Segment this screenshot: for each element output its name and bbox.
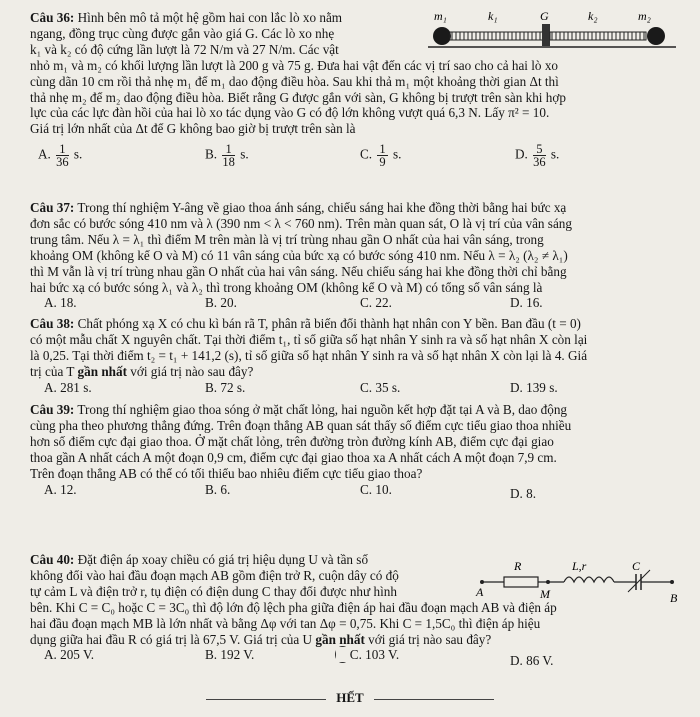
support-g (542, 24, 550, 46)
mass-m1 (433, 27, 451, 45)
question-text: Chất phóng xạ X có chu kì bán rã T, phân rã biến đổi thành hạt nhân con Y bền. Ban đầu (t = 0) (77, 316, 581, 331)
option-a[interactable]: A. 12. (44, 481, 77, 497)
question-text: hai bức xạ có bước sóng λ₁ và λ₂ thì trong khoảng OM (không kể O và M) có tổng số vân sáng là (30, 279, 543, 295)
k1-label: k₁ (488, 9, 498, 23)
mass-m2 (647, 27, 665, 45)
question-text: tự cảm L và điện trở r, tụ điện có điện dung C thay đổi được như hình (30, 583, 397, 599)
question-number: Câu 39: (30, 402, 75, 417)
question-text: cùng dãn 10 cm rồi thả nhẹ m₁ để m₁ dao động điều hòa. Sau khi thả m₁ một khoảng thời gian Δt thì (30, 73, 559, 89)
option-b[interactable]: B. 6. (205, 481, 231, 497)
question-text: Trên đoạn thẳng AB có thể có tối thiểu bao nhiêu điểm cực tiểu giao thoa? (30, 465, 423, 481)
inductor-lr (564, 577, 614, 582)
a-label: A (476, 585, 484, 599)
emphasis-text: gần nhất (77, 363, 127, 379)
option-b[interactable]: B. 72 s. (205, 379, 246, 395)
question-text: Đặt điện áp xoay chiều có giá trị hiệu dụng U và tần số (77, 552, 369, 567)
option-b[interactable]: B. $\frac{1}{18}$ s. (205, 142, 249, 170)
answer-options (30, 647, 680, 669)
variable-capacitor-arrow (628, 570, 650, 592)
question-text: trung tâm. Nếu λ = λ₁ thì điểm M trên màn là vị trí trùng nhau gần O nhất của hai vân sáng, trong (30, 231, 544, 247)
question-text: có một mẫu chất X nguyên chất. Tại thời điểm t₁, tỉ số giữa số hạt nhân Y sinh ra và số hạt nhân X còn lại (30, 331, 588, 347)
question-text: đơn sắc có bước sóng 410 nm và λ (390 nm < λ < 760 nm). Trên màn quan sát, O là vị trí của vân sáng (30, 215, 572, 231)
option-d[interactable]: D. 139 s. (510, 379, 558, 395)
question-text: là 0,25. Tại thời điểm t₂ = t₁ + 141,2 (s), tỉ số giữa số hạt nhân Y sinh ra và số hạt nhân X còn lại là 4. Giá (30, 347, 588, 363)
question-text: ngang, đồng trục cùng được gắn vào giá G. Các lò xo nhẹ (30, 25, 335, 41)
question-text: với giá trị nào sau đây? (364, 631, 492, 647)
option-c[interactable]: C. $\frac{1}{9}$ s. (360, 142, 402, 170)
m-label: M (540, 587, 550, 601)
option-a[interactable]: A. 205 V. (44, 647, 95, 663)
question-text: với giá trị nào sau đây? (126, 363, 254, 379)
question-number: Câu 37: (30, 200, 75, 215)
option-c[interactable]: C. 22. (360, 295, 392, 311)
question-37 (30, 200, 680, 313)
answer-options (30, 482, 680, 500)
b-label: B (670, 591, 678, 605)
question-39 (30, 402, 680, 500)
answer-options (30, 295, 680, 313)
question-text: Hình bên mô tả một hệ gồm hai con lắc lò xo nằm (77, 10, 343, 25)
emphasis-text: gần nhất (315, 631, 365, 647)
question-text: dụng giữa hai đầu R có giá trị là 67,5 V. Giá trị của U (30, 631, 316, 647)
m1-label: m₁ (434, 9, 447, 23)
option-b[interactable]: B. 192 V. (205, 647, 255, 663)
question-text: Trong thí nghiệm Y-âng về giao thoa ánh sáng, chiếu sáng hai khe đồng thời bằng hai bức xạ (77, 200, 567, 215)
answer-options (30, 380, 680, 398)
g-label: G (540, 9, 549, 23)
option-d[interactable]: D. 16. (510, 295, 543, 311)
option-c[interactable]: C. 10. (360, 481, 392, 497)
question-text: Trong thí nghiệm giao thoa sóng ở mặt chất lỏng, hai nguồn kết hợp đặt tại A và B, dao động (77, 402, 568, 417)
question-text: hơn số điểm cực đại giao thoa. Ở mặt chất lỏng, trên đường tròn đường kính AB, điểm cực đại giao (30, 433, 554, 449)
question-text: thì M vẫn là vị trí trùng nhau gần O nhất của hai vân sáng. Nếu chiếu sáng hai khe đồng thời chỉ bằng (30, 263, 567, 279)
answer-options (30, 139, 680, 173)
question-text: k₁ và k₂ có độ cứng lần lượt là 72 N/m và 27 N/m. Các vật (30, 41, 339, 57)
option-a[interactable]: A. $\frac{1}{36}$ s. (38, 142, 83, 170)
resistor-r (504, 577, 538, 587)
lr-label: L,r (572, 559, 587, 573)
question-text: khoảng OM (không kể O và M) có 11 vân sáng của bức xạ có bước sóng 410 nm. Nếu λ = λ₂ (λ₂ ≠ λ₁) (30, 247, 568, 263)
question-text: bên. Khi C = C₀ hoặc C = 3C₀ thì độ lớn độ lệch pha giữa điện áp hai đầu đoạn mạch AB và điện áp (30, 599, 557, 615)
question-text: không đổi vào hai đầu đoạn mạch AB gồm điện trở R, cuộn dây có độ (30, 567, 399, 583)
k2-label: k₂ (588, 9, 598, 23)
question-text: hai đầu đoạn mạch MB là lớn nhất và bằng Δφ với tan Δφ = 0,75. Khi C = 1,5C₀ thì điện áp hiệu (30, 615, 541, 631)
option-b[interactable]: B. 20. (205, 295, 237, 311)
question-number: Câu 36: (30, 10, 75, 25)
option-c[interactable]: C. 103 V. (335, 647, 399, 663)
end-text: HẾT (336, 690, 364, 705)
option-a[interactable]: A. 281 s. (44, 379, 92, 395)
question-text: trị của T (30, 363, 78, 379)
option-a[interactable]: A. 18. (44, 295, 77, 311)
question-text: thoa gần A nhất cách A một đoạn 0,9 cm, điểm cực đại giao thoa xa A nhất cách A một đoạn 7,9 cm. (30, 449, 557, 465)
question-text: Giá trị lớn nhất của Δt để G không bao giờ bị trượt trên sàn là (30, 121, 356, 137)
r-label: R (514, 559, 522, 573)
question-38 (30, 316, 680, 398)
question-text: lực của các lực đàn hồi của hai lò xo tác dụng vào G có độ lớn không vượt quá 6,3 N. Lấy π² = 10. (30, 105, 550, 121)
option-d[interactable]: D. $\frac{5}{36}$ s. (515, 142, 560, 170)
spring-system-figure (428, 6, 678, 58)
option-d[interactable]: D. 86 V. (510, 653, 554, 669)
question-text: cùng pha theo phương thẳng đứng. Trên đoạn thẳng AB quan sát thấy số điểm cực tiểu giao thoa nhiều (30, 417, 572, 433)
question-number: Câu 40: (30, 552, 75, 567)
option-c[interactable]: C. 35 s. (360, 379, 401, 395)
question-text: nhỏ m₁ và m₂ có khối lượng lần lượt là 200 g và 75 g. Đưa hai vật đến các vị trí sao cho cả hai lò xo (30, 57, 559, 73)
option-d[interactable]: D. 8. (510, 485, 537, 501)
question-text: thả nhẹ m₂ để m₂ dao động điều hòa. Biết rằng G được gắn với sàn, G không bị trượt trên sàn khi hợp (30, 89, 566, 105)
footer-end (0, 690, 700, 706)
m2-label: m₂ (638, 9, 651, 23)
circuit-figure (474, 556, 684, 612)
question-number: Câu 38: (30, 316, 75, 331)
node-m (546, 580, 550, 584)
c-label: C (632, 559, 641, 573)
